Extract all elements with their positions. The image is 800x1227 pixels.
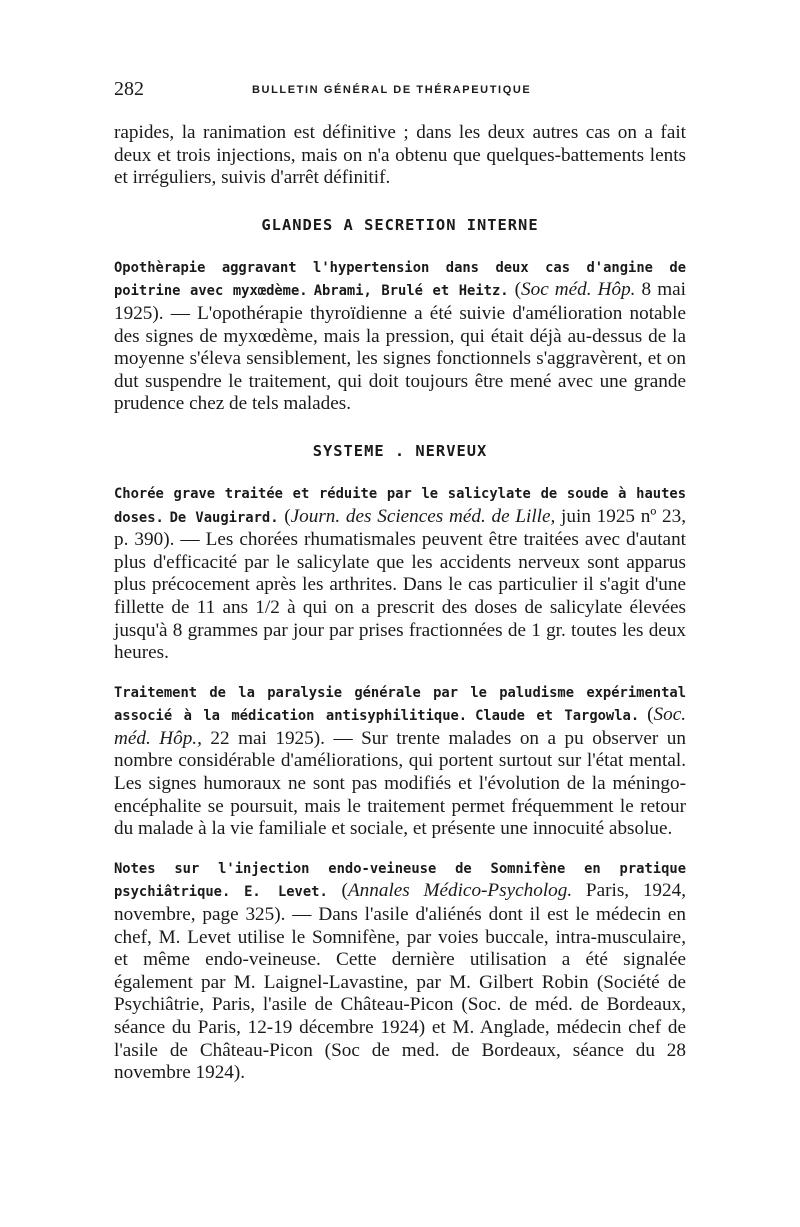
article-body: — Les chorées rhumatismales peuvent être traitées avec d'autant plus d'efficacité par le salicylate que les accidents nerveux sont apparus plus précocement après les arthrites. Dans le cas particulier il s'agit d'une fillette de 11 ans 1/2 à qui on a prescrit des doses de salicylate élevées jusqu'à 8 grammes par jour par prises fractionnées de 1 gr. toutes les deux heures. [114,529,686,664]
article-choree [114,482,686,665]
article-paragraph [114,256,686,416]
ref-open: ( [508,279,522,301]
article-authors: Abrami, Brulé et Heitz. [313,283,509,300]
ref-close: Paris, 1924, novembre, page 325). [114,880,687,926]
article-title: Chorée grave traitée et réduite par le salicylate de soude à hautes doses. [114,485,686,526]
section-title-systeme-nerveux: SYSTEME . NERVEUX [312,441,488,460]
article-title: Notes sur l'injection endo-veineuse de Somnifène en pratique psychiâtrique. [114,860,686,901]
intro-paragraph: rapides, la ranimation est définitive ; dans les deux autres cas on a fait deux et trois injections, mais on n'a obtenu que quelques-battements lents et irréguliers, suivis d'arrêt définitif. [114,122,686,189]
article-somnifene [114,857,686,1085]
page-header [114,78,686,102]
article-journal: Annales Médico-Psycholog. [347,880,573,902]
ref-close: juin 1925 nº 23, p. 390). [114,505,687,551]
article-journal: Soc méd. Hôp. [521,279,636,301]
article-journal: Journ. des Sciences méd. de Lille, [290,505,556,527]
article-body: — Dans l'asile d'aliénés dont il est le médecin en chef, M. Levet utilise le Somnifène, par voies buccale, intra-musculaire, et même endo-veineuse. Cette dernière utilisation a été signalée également par M. Laignel-Lavastine, par M. Gilbert Robin (Société de Psychiâtrie, Paris, l'asile de Château-Picon (Soc. de méd. de Bordeaux, séance du Paris, 12-19 décembre 1924) et M. Anglade, médecin chef de l'asile de Château-Picon (Soc de med. de Bordeaux, séance du 28 novembre 1924). [114,904,686,1084]
ref-open: ( [278,505,291,527]
article-title: Opothèrapie aggravant l'hypertension dans deux cas d'angine de poitrine avec myxœdème. [114,259,686,300]
article-paragraph [114,482,686,665]
article-body: — Sur trente malades on a pu observer un nombre considérable d'améliorations, qui portent surtout sur l'état mental. Les signes humoraux ne sont pas modifiés et l'évolution de la méningo-encéphalite se poursuit, mais le traitement permet fréquemment le retour du malade à la vie familiale et sociale, et présente une innocuité absolue. [114,727,686,840]
article-title: Traitement de la paralysie générale par le paludisme expérimental associé à la médication antisyphilitique. [114,684,686,725]
article-authors: De Vaugirard. [169,509,279,526]
article-paragraph [114,681,686,841]
running-head: BULLETIN GÉNÉRAL DE THÉRAPEUTIQUE [252,84,532,96]
section-title-glandes: GLANDES A SECRETION INTERNE [261,215,539,234]
article-authors: E. Levet. [244,884,328,901]
article-body: — L'opothérapie thyroïdienne a été suivie d'amélioration notable des signes de myxœdème, mais la pression, qui était déjà au-dessus de la moyenne s'éleva sensiblement, les signes fonctionnels s'aggravèrent, et on dut suspendre le traitement, qui doit toujours être mené avec une grande prudence chez de tels malades. [114,302,686,415]
article-opotherapie [114,256,686,416]
page [114,78,686,1101]
page-number: 282 [114,78,144,100]
ref-open: ( [327,880,348,902]
article-paragraph [114,857,686,1085]
article-journal: Soc. méd. Hôp., [114,704,687,749]
ref-close: 8 mai 1925). [114,279,686,324]
ref-close: 22 mai 1925). [201,727,325,749]
article-authors: Claude et Targowla. [475,708,640,725]
ref-open: ( [639,704,654,726]
article-paralysie [114,681,686,841]
